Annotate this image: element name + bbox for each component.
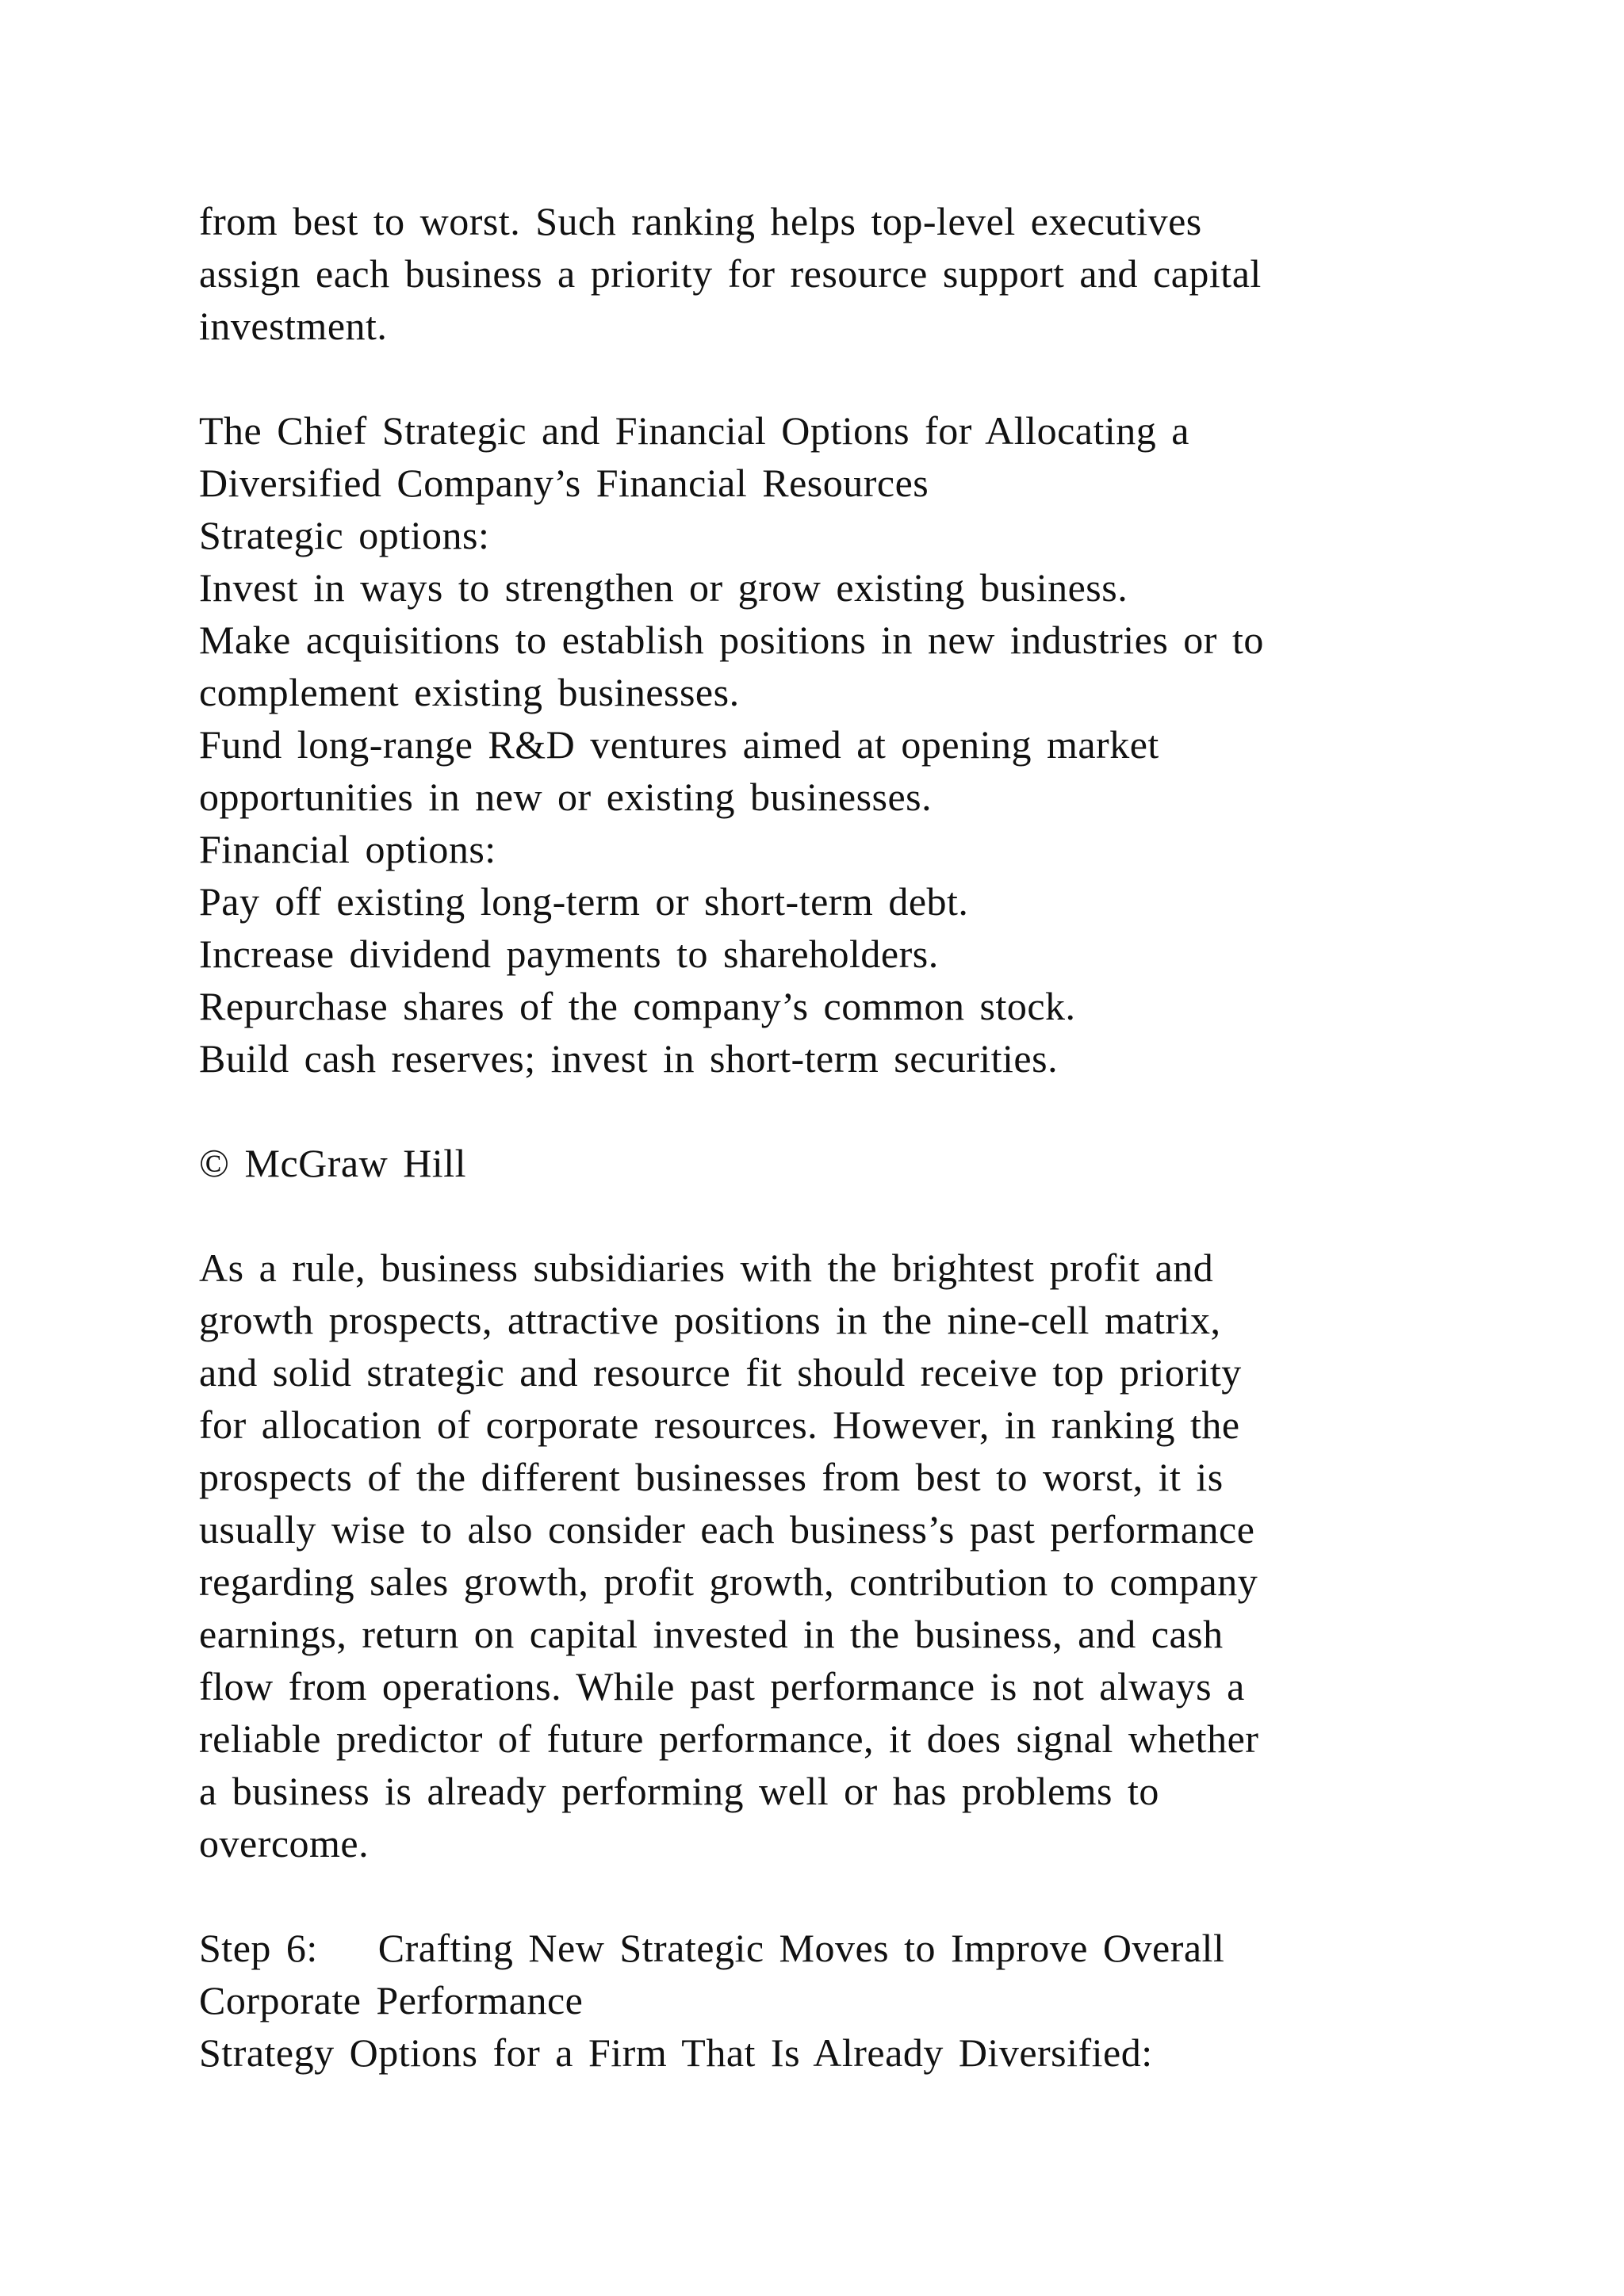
financial-option-line: Pay off existing long-term or short-term debt.: [199, 879, 969, 924]
spacer: [199, 1189, 1436, 1242]
text-line: a business is already performing well or has problems to: [199, 1769, 1159, 1813]
options-section: [199, 404, 1436, 1085]
text-line: prospects of the different businesses from best to worst, it is: [199, 1455, 1224, 1499]
financial-option-line: Repurchase shares of the company’s common stock.: [199, 984, 1076, 1028]
strategic-option-line: Fund long-range R&D ventures aimed at opening market: [199, 722, 1159, 767]
text-line: investment.: [199, 304, 388, 348]
text-line: reliable predictor of future performance, it does signal whether: [199, 1716, 1259, 1761]
text-line: assign each business a priority for resource support and capital: [199, 251, 1262, 296]
section-title-line: Diversified Company’s Financial Resources: [199, 461, 929, 505]
financial-options-heading: Financial options:: [199, 827, 496, 871]
text-line: overcome.: [199, 1821, 370, 1866]
spacer: [199, 1085, 1436, 1137]
text-line: growth prospects, attractive positions in the nine-cell matrix,: [199, 1298, 1221, 1342]
strategic-option-line: complement existing businesses.: [199, 670, 740, 714]
text-line: and solid strategic and resource fit should receive top priority: [199, 1350, 1242, 1395]
text-line: As a rule, business subsidiaries with the brightest profit and: [199, 1246, 1214, 1290]
section-title-line: The Chief Strategic and Financial Options for Allocating a: [199, 408, 1189, 453]
strategic-option-line: opportunities in new or existing businesses.: [199, 775, 933, 819]
intro-paragraph: [199, 195, 1436, 352]
rule-paragraph: [199, 1242, 1436, 1869]
spacer: [199, 1869, 1436, 1922]
copyright-notice: © McGraw Hill: [199, 1141, 466, 1185]
financial-option-line: Build cash reserves; invest in short-term securities.: [199, 1036, 1059, 1081]
spacer: [199, 352, 1436, 404]
text-line: for allocation of corporate resources. However, in ranking the: [199, 1402, 1240, 1447]
text-line: flow from operations. While past performance is not always a: [199, 1664, 1245, 1709]
strategic-option-line: Make acquisitions to establish positions in new industries or to: [199, 618, 1264, 662]
financial-option-line: Increase dividend payments to shareholders.: [199, 932, 939, 976]
step6-subheading: Strategy Options for a Firm That Is Already Diversified:: [199, 2030, 1153, 2075]
document-page: [199, 195, 1436, 2079]
step6-title-line: Corporate Performance: [199, 1978, 584, 2022]
text-line: usually wise to also consider each business’s past performance: [199, 1507, 1255, 1552]
strategic-option-line: Invest in ways to strengthen or grow existing business.: [199, 565, 1128, 610]
text-line: earnings, return on capital invested in the business, and cash: [199, 1612, 1224, 1656]
text-line: from best to worst. Such ranking helps top-level executives: [199, 199, 1202, 243]
strategic-options-heading: Strategic options:: [199, 513, 490, 557]
text-line: regarding sales growth, profit growth, contribution to company: [199, 1559, 1258, 1604]
step6-title-line: Step 6: Crafting New Strategic Moves to Improve Overall: [199, 1926, 1225, 1970]
step6-section: [199, 1922, 1436, 2079]
